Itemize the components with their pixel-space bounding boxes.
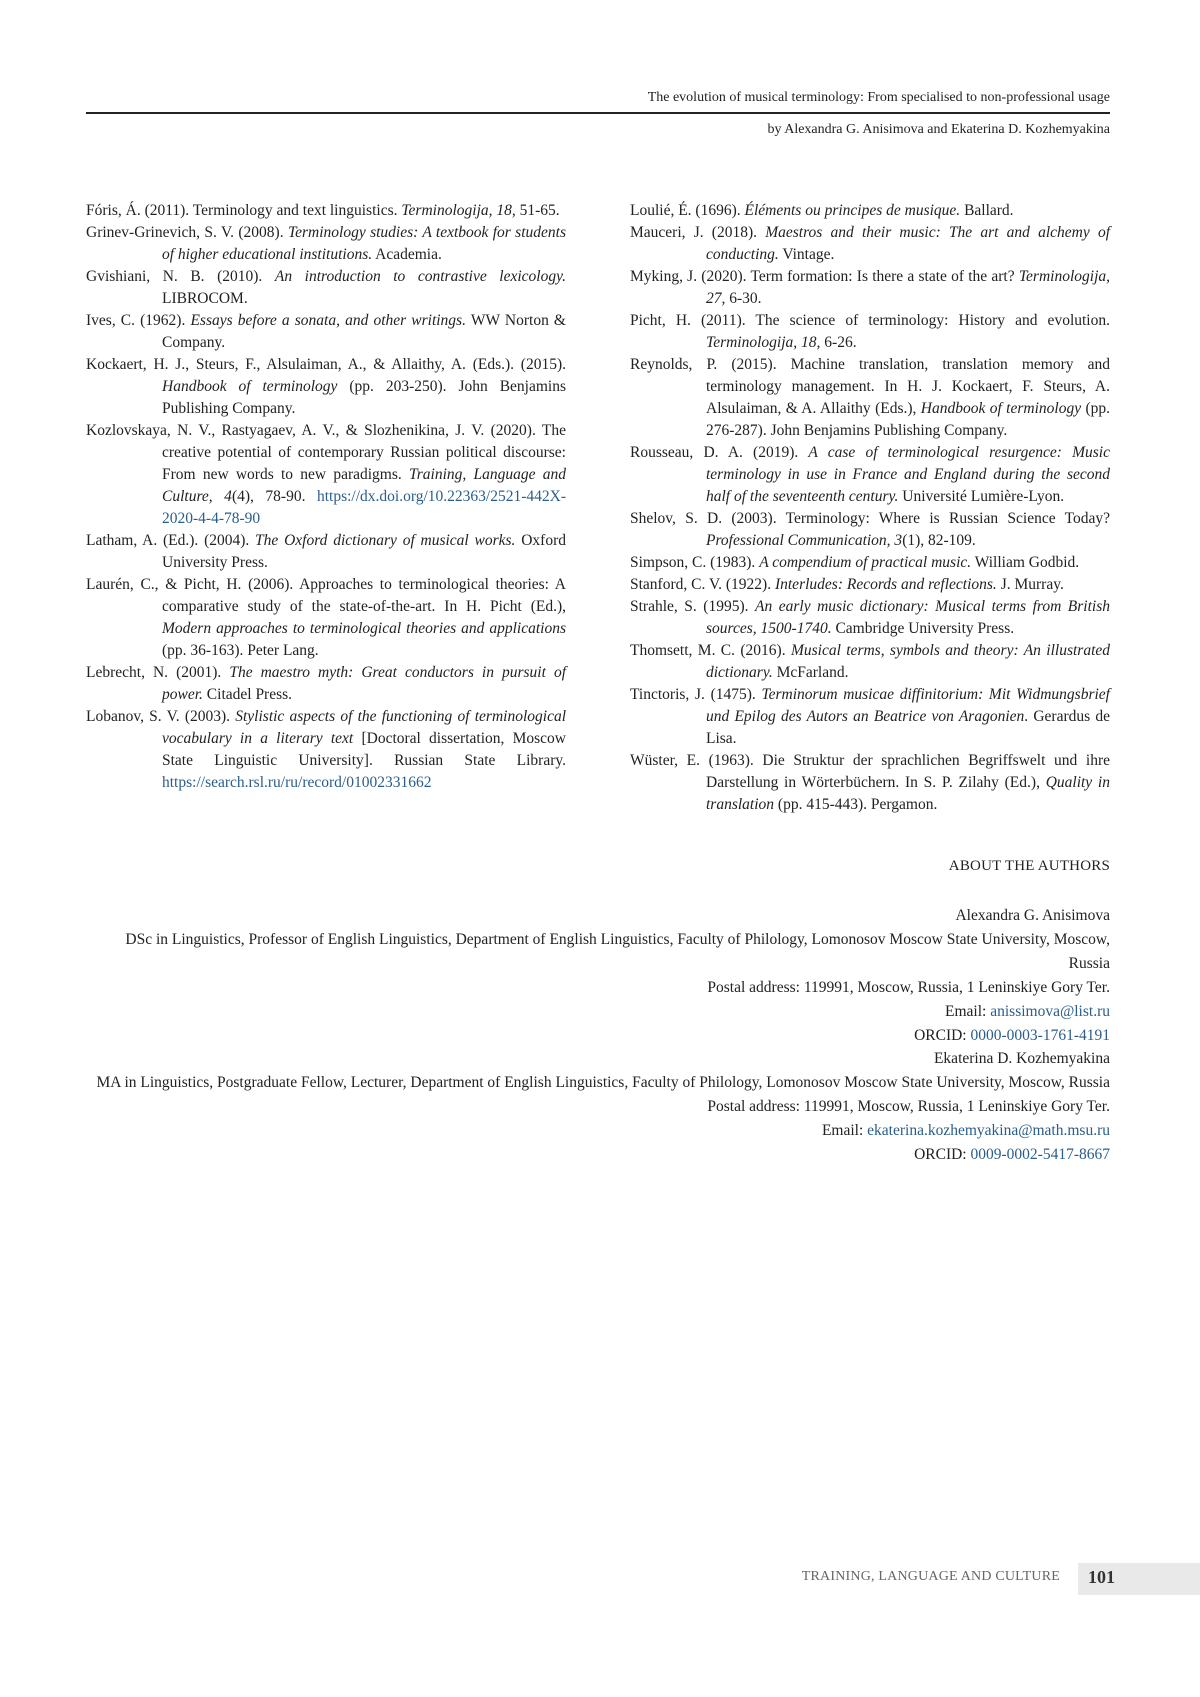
- reference-item: Wüster, E. (1963). Die Struktur der sprachlichen Begriffswelt und ihre Darstellung in Wörterbüchern. In S. P. Zilahy (Ed.), Quality in translation (pp. 415-443). Pergamon.: [630, 752, 1110, 813]
- reference-item: Gvishiani, N. B. (2010). An introduction to contrastive lexicology. LIBROCOM.: [86, 268, 566, 307]
- reference-item: Myking, J. (2020). Term formation: Is there a state of the art? Terminologija, 27, 6-30.: [630, 268, 1110, 307]
- reference-item: Stanford, C. V. (1922). Interludes: Records and reflections. J. Murray.: [630, 576, 1064, 593]
- article-authors: by Alexandra G. Anisimova and Ekaterina D. Kozhemyakina: [767, 122, 1110, 137]
- reference-item: Ives, C. (1962). Essays before a sonata, and other writings. WW Norton & Company.: [86, 312, 566, 351]
- references-right-column: [630, 200, 1110, 816]
- author-name: Ekaterina D. Kozhemyakina: [933, 1050, 1110, 1067]
- reference-item: Picht, H. (2011). The science of terminology: History and evolution. Terminologija, 18, 6-26.: [630, 312, 1110, 351]
- about-authors-heading: ABOUT THE AUTHORS: [948, 858, 1110, 874]
- author-email-link[interactable]: ekaterina.kozhemyakina@math.msu.ru: [867, 1122, 1110, 1139]
- author-postal: Postal address: 119991, Moscow, Russia, 1 Leninskiye Gory Ter.: [707, 1098, 1110, 1115]
- author-postal: Postal address: 119991, Moscow, Russia, 1 Leninskiye Gory Ter.: [707, 979, 1110, 996]
- reference-item: Thomsett, M. C. (2016). Musical terms, symbols and theory: An illustrated dictionary. McFarland.: [630, 642, 1110, 681]
- reference-item: Tinctoris, J. (1475). Terminorum musicae diffinitorium: Mit Widmungsbrief und Epilog des Autors an Beatrice von Aragonien. Gerardus de Lisa.: [630, 686, 1110, 747]
- author-orcid-line: ORCID: 0000-0003-1761-4191: [914, 1027, 1110, 1044]
- author-degree: DSc in Linguistics, Professor of English Linguistics, Department of English Linguistics, Faculty of Philology, Lomonosov Moscow State University, Moscow, Russia: [125, 931, 1110, 972]
- author-orcid-line: ORCID: 0009-0002-5417-8667: [914, 1146, 1110, 1163]
- reference-item: Strahle, S. (1995). An early music dictionary: Musical terms from British sources, 1500-1740. Cambridge University Press.: [630, 598, 1110, 637]
- doi-link[interactable]: https://dx.doi.org/10.22363/2521-442X-2020-4-4-78-90: [162, 488, 566, 527]
- reference-item: Kockaert, H. J., Steurs, F., Alsulaiman, A., & Allaithy, A. (Eds.). (2015). Handbook of terminology (pp. 203-250). John Benjamins Publishing Company.: [86, 356, 566, 417]
- references-left-column: [86, 200, 566, 794]
- author-name: Alexandra G. Anisimova: [955, 907, 1110, 924]
- reference-item: Loulié, É. (1696). Éléments ou principes de musique. Ballard.: [630, 202, 1014, 219]
- header-rule: [86, 112, 1110, 114]
- author-degree: MA in Linguistics, Postgraduate Fellow, Lecturer, Department of English Linguistics, Faculty of Philology, Lomonosov Moscow State University, Moscow, Russia: [96, 1074, 1110, 1091]
- journal-name: TRAINING, LANGUAGE AND CULTURE: [801, 1569, 1060, 1584]
- reference-item: Laurén, C., & Picht, H. (2006). Approaches to terminological theories: A comparative study of the state-of-the-art. In H. Picht (Ed.), Modern approaches to terminological theories and applications (pp. 36-163). Peter Lang.: [86, 576, 566, 659]
- author-orcid-link[interactable]: 0009-0002-5417-8667: [970, 1146, 1110, 1163]
- reference-item: Shelov, S. D. (2003). Terminology: Where is Russian Science Today? Professional Communication, 3(1), 82-109.: [630, 510, 1110, 549]
- reference-item: Reynolds, P. (2015). Machine translation, translation memory and terminology management. In H. J. Kockaert, F. Steurs, A. Alsulaiman, & A. Allaithy (Eds.), Handbook of terminology (pp. 276-287). John Benjamins Publishing Company.: [630, 356, 1110, 439]
- author-email-link[interactable]: anissimova@list.ru: [990, 1003, 1110, 1020]
- reference-item: Mauceri, J. (2018). Maestros and their music: The art and alchemy of conducting. Vintage.: [630, 224, 1110, 263]
- author-block: [86, 1047, 1110, 1167]
- author-block: [86, 904, 1110, 1048]
- reference-item: Lebrecht, N. (2001). The maestro myth: Great conductors in pursuit of power. Citadel Press.: [86, 664, 566, 703]
- reference-item: Fóris, Á. (2011). Terminology and text linguistics. Terminologija, 18, 51-65.: [86, 202, 560, 219]
- reference-item: Simpson, C. (1983). A compendium of practical music. William Godbid.: [630, 554, 1080, 571]
- reference-item: Grinev-Grinevich, S. V. (2008). Terminology studies: A textbook for students of higher educational institutions. Academia.: [86, 224, 566, 263]
- author-email-line: Email: anissimova@list.ru: [945, 1003, 1110, 1020]
- reference-item: Kozlovskaya, N. V., Rastyagaev, A. V., & Slozhenikina, J. V. (2020). The creative potential of contemporary Russian political discourse: From new words to new paradigms. Training, Language and Culture, 4(4), 78-90. https://dx.doi.org/10.22363/2521-442X-2020-4-4-78-90: [86, 422, 566, 527]
- author-email-line: Email: ekaterina.kozhemyakina@math.msu.ru: [821, 1122, 1110, 1139]
- reference-item: Lobanov, S. V. (2003). Stylistic aspects of the functioning of terminological vocabulary in a literary text [Doctoral dissertation, Moscow State Linguistic University]. Russian State Library. https://search.rsl.ru/ru/record/01002331662: [86, 708, 567, 791]
- page-footer: [0, 1563, 1200, 1595]
- page-number: 101: [1088, 1567, 1115, 1587]
- article-title: The evolution of musical terminology: From specialised to non-professional usage: [647, 90, 1110, 105]
- running-head: [86, 88, 1110, 140]
- reference-item: Rousseau, D. A. (2019). A case of terminological resurgence: Music terminology in use in France and England during the second half of the seventeenth century. Université Lumière-Lyon.: [630, 444, 1110, 505]
- author-orcid-link[interactable]: 0000-0003-1761-4191: [970, 1027, 1110, 1044]
- record-link[interactable]: https://search.rsl.ru/ru/record/01002331662: [162, 774, 432, 791]
- reference-item: Latham, A. (Ed.). (2004). The Oxford dictionary of musical works. Oxford University Press.: [86, 532, 566, 571]
